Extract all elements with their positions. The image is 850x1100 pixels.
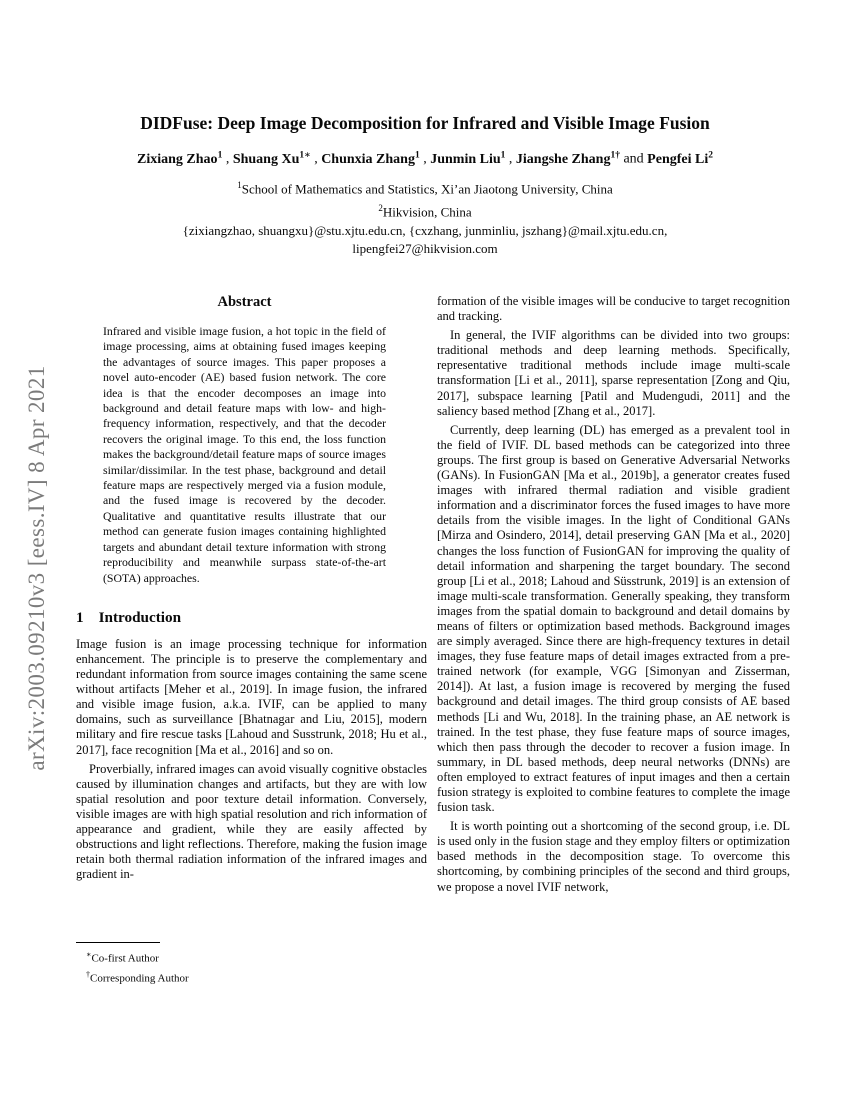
author-separator: , [310, 151, 322, 167]
author: Pengfei Li$^2$ [647, 150, 713, 167]
email-line: {zixiangzhao, shuangxu}@stu.xjtu.edu.cn, {cxzhang, junminliu, jszhang}@mail.xjtu.edu.cn, [182, 222, 668, 238]
affiliation-line: $^2$Hikvision, China [378, 202, 472, 220]
footnote-block [76, 942, 427, 987]
shortcoming-paragraph: It is worth pointing out a shortcoming of the second group, i.e. DL is used only in the fusion stage and they employ filters or optimization based methods in the decomposition stage. To overcome this shortcoming, by combining principles of the second and third groups, we propose a novel IVIF network, [437, 819, 790, 894]
footnote-cofirst: ∗Co-first Author [86, 950, 159, 965]
affiliations [0, 176, 850, 259]
author: Jiangshe Zhang$^{1\dagger}$ [515, 150, 620, 167]
author-line [82, 146, 768, 169]
abstract-heading: Abstract [217, 294, 272, 310]
paper-title: DIDFuse: Deep Image Decomposition for Infrared and Visible Image Fusion [140, 113, 710, 133]
deep-learning-paragraph: Currently, deep learning (DL) has emerged as a prevalent tool in the field of IVIF. DL based methods can be categorized into three groups. The first group is based on Generative Adversarial Networks (GANs). In FusionGAN [Ma et al., 2019b], a generator creates fused images with infrared thermal radiation and visible gradient information and a discriminator forces the fused images to have more details from the visible images. In the light of Conditional GANs [Mirza and Osindero, 2014], detail preserving GAN [Ma et al., 2020] changes the loss function of FusionGAN for improving the quality of detail information and sharpening the target boundary. The second group [Li et al., 2018; Lahoud and Süsstrunk, 2019] is an extension of image multi-scale transformation. Generally speaking, they transform images from the spatial domain to background and detail domains by means of filters or optimization based methods. Background images are simply averaged. Since there are high-frequency textures in detail images, they fuse feature maps of detail images extracted from a pre-trained network (for example, VGG [Simonyan and Zisserman, 2014]). At last, a fusion image is recovered by merging the fused background and detail images. The third group consists of AE based methods [Li and Wu, 2018]. In the training phase, an AE network is trained. In the test phase, they fuse feature maps of source images, which then pass through the decoder to recover a fusion image. In summary, in DL based methods, deep neural networks (DNNs) are often employed to extract features of input images and then a certain fusion strategy is exploited to combine features to complete the image fusion task. [437, 422, 790, 815]
section-title: Introduction [98, 608, 182, 626]
section-heading-introduction [76, 609, 427, 627]
intro-paragraph-2: Proverbially, infrared images can avoid visually cognitive obstacles caused by illumination changes and artifacts, but they are with low spatial resolution and poor texture detail information. Conversely, visible images are with high spatial resolution and rich information of appearance and gradient, while they are easily affected by obstructions and light reflections. Therefore, making the fusion image retain both thermal radiation information of the infrared images and gradient in- [76, 761, 427, 882]
author: Junmin Liu$^1$ [430, 150, 506, 167]
author-separator: and [619, 151, 648, 167]
author-separator: , [505, 151, 516, 167]
arxiv-watermark: arXiv:2003.09210v3 [eess.IV] 8 Apr 2021 [24, 365, 49, 771]
footnote-rule [76, 942, 160, 943]
affiliation-line: $^1$School of Mathematics and Statistics, Xi’an Jiaotong University, China [237, 180, 613, 197]
footnote-corresponding: †Corresponding Author [86, 970, 189, 985]
abstract-block [103, 294, 386, 586]
right-column [437, 294, 790, 895]
ivif-groups-paragraph: In general, the IVIF algorithms can be divided into two groups: traditional methods and deep learning methods. Specifically, representative traditional methods include image multi-scale transformation [Li et al., 2011], sparse representation [Zong and Qiu, 2017], subspace learning [Patil and Mudengudi, 2011] and the saliency based method [Zhang et al., 2017]. [437, 328, 790, 418]
abstract-text: Infrared and visible image fusion, a hot topic in the field of image processing, aims at obtaining fused images keeping the advantages of source images. This paper proposes a novel auto-encoder (AE) based fusion network. The core idea is that the encoder decomposes an image into background and detail feature maps with low- and high-frequency information, respectively, and that the decoder recovers the original image. To this end, the loss function makes the background/detail feature maps of source images similar/dissimilar. In the test phase, background and detail feature maps are respectively merged via a fusion module, and the fused image is recovered by the decoder. Qualitative and quantitative results illustrate that our method can generate fusion images containing highlighted targets and abundant detail texture information with strong reproducibility and meanwhile surpass state-of-the-art (SOTA) approaches. [103, 324, 386, 585]
author-separator: , [419, 151, 431, 167]
author-separator: , [222, 151, 233, 167]
author: Shuang $Xu^{1∗}$ [232, 150, 311, 167]
author: Zixiang Zhao$^1$ [137, 150, 223, 167]
intro-paragraph-1: Image fusion is an image processing technique for information enhancement. The principle is to preserve the complementary and redundant information from source images containing the same scene without artifacts [Meher et al., 2019]. In image fusion, the infrared and visible image fusion, a.k.a. IVIF, can be applied to many domains, such as surveillance [Bhatnagar and Liu, 2015], modern military and fire rescue tasks [Lahoud and Susstrunk, 2018; Hu et al., 2017], face recognition [Ma et al., 2016] and so on. [76, 636, 427, 757]
section-number: 1 [76, 608, 84, 626]
email-line: lipengfei27@hikvision.com [352, 241, 498, 257]
paper-header [0, 112, 850, 259]
author: Chunxia Zhang$^1$ [321, 150, 420, 167]
intro-paragraph-2-continued: formation of the visible images will be conducive to target recognition and tracking. [437, 294, 790, 324]
left-column [76, 294, 427, 882]
